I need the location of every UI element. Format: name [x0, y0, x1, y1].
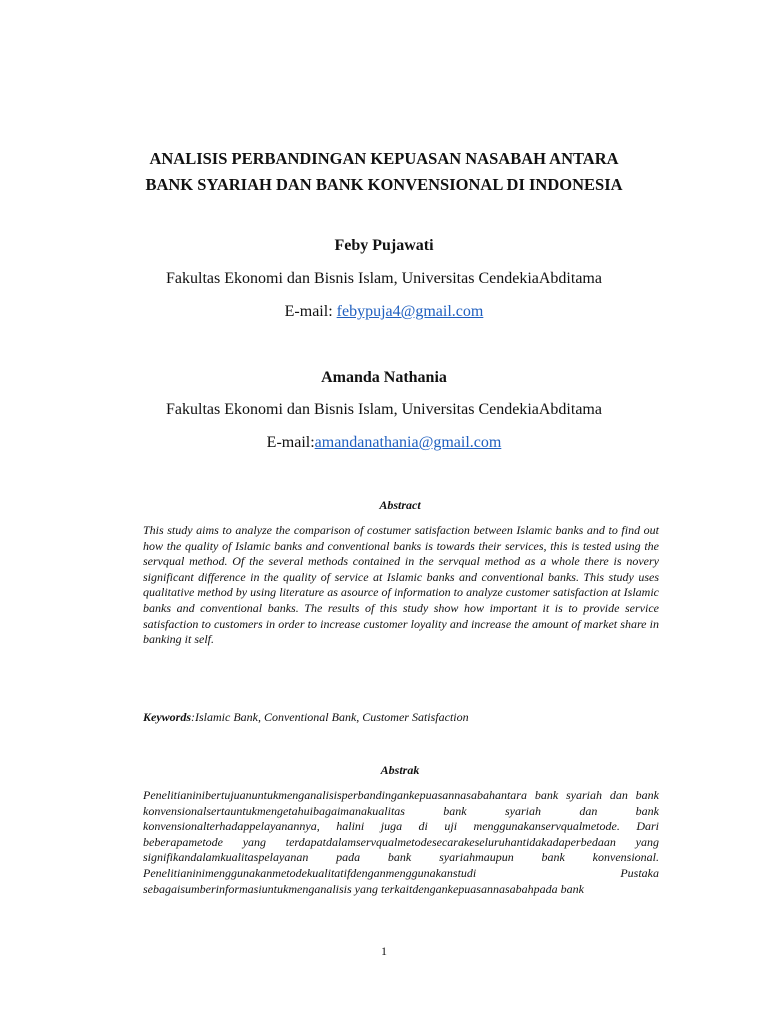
page-number: 1 [381, 944, 387, 958]
abstract-heading: Abstract [379, 498, 421, 512]
author-affiliation-1: Fakultas Ekonomi dan Bisnis Islam, Universitas CendekiaAbditama [166, 270, 602, 287]
email-label-2: E-mail: [266, 434, 315, 451]
author-email-line-1 [60, 301, 708, 323]
keywords-line [143, 709, 659, 725]
keywords-text: :Islamic Bank, Conventional Bank, Customer Satisfaction [191, 710, 469, 724]
title-line-1: ANALISIS PERBANDINGAN KEPUASAN NASABAH ANTARA [149, 149, 619, 168]
author-affiliation-2: Fakultas Ekonomi dan Bisnis Islam, Universitas CendekiaAbditama [166, 401, 602, 418]
author-email-line-2 [60, 432, 708, 454]
author-name-2: Amanda Nathania [321, 369, 447, 386]
abstrak-body: Penelitianinibertujuanuntukmenganalisisperbandingankepuasannasabahantara bank syariah dan bank konvensionalsertauntukmengetahuibagaimanakualitas bank syariah dan bank konvensionalterhadappelayanannya, halini juga di uji menggunakanservqualmetode. Dari beberapametode yang terdapatdalamservqualmetodesecarakeseluruhantidakadaperbedaan yang signifikandalamkualitaspelayanan pada bank syariahmaupun bank konvensional. Penelitianinimenggunakanmetodekualitatifdenganmenggunakanstudi Pustaka sebagaisumberinformasiuntukmenganalisis yang terkaitdengankepuasannasabahpada bank [143, 788, 659, 896]
email-label-1: E-mail: [284, 303, 337, 320]
author-email-link-2[interactable]: amandanathania@gmail.com [314, 434, 502, 451]
keywords-label: Keywords [143, 710, 191, 724]
abstract-body: This study aims to analyze the comparison of costumer satisfaction between Islamic banks and to find out how the quality of Islamic banks and conventional banks is towards their services, this is tested using the servqual method. Of the several methods contained in the servqual method as a whole there is novery significant difference in the quality of service at Islamic banks and conventional banks. This study uses qualitative method by using literature as asource of information to analyze customer satisfaction at Islamic banks and conventional banks. The results of this study show how important it is to provide service satisfaction to customers in order to increase customer loyality and increase the amount of market share in banking it self. [143, 523, 659, 647]
paper-title [100, 146, 668, 198]
title-line-2: BANK SYARIAH DAN BANK KONVENSIONAL DI INDONESIA [145, 175, 623, 194]
author-name-1: Feby Pujawati [334, 237, 434, 254]
abstrak-heading: Abstrak [380, 763, 420, 777]
author-email-link-1[interactable]: febypuja4@gmail.com [336, 303, 484, 320]
